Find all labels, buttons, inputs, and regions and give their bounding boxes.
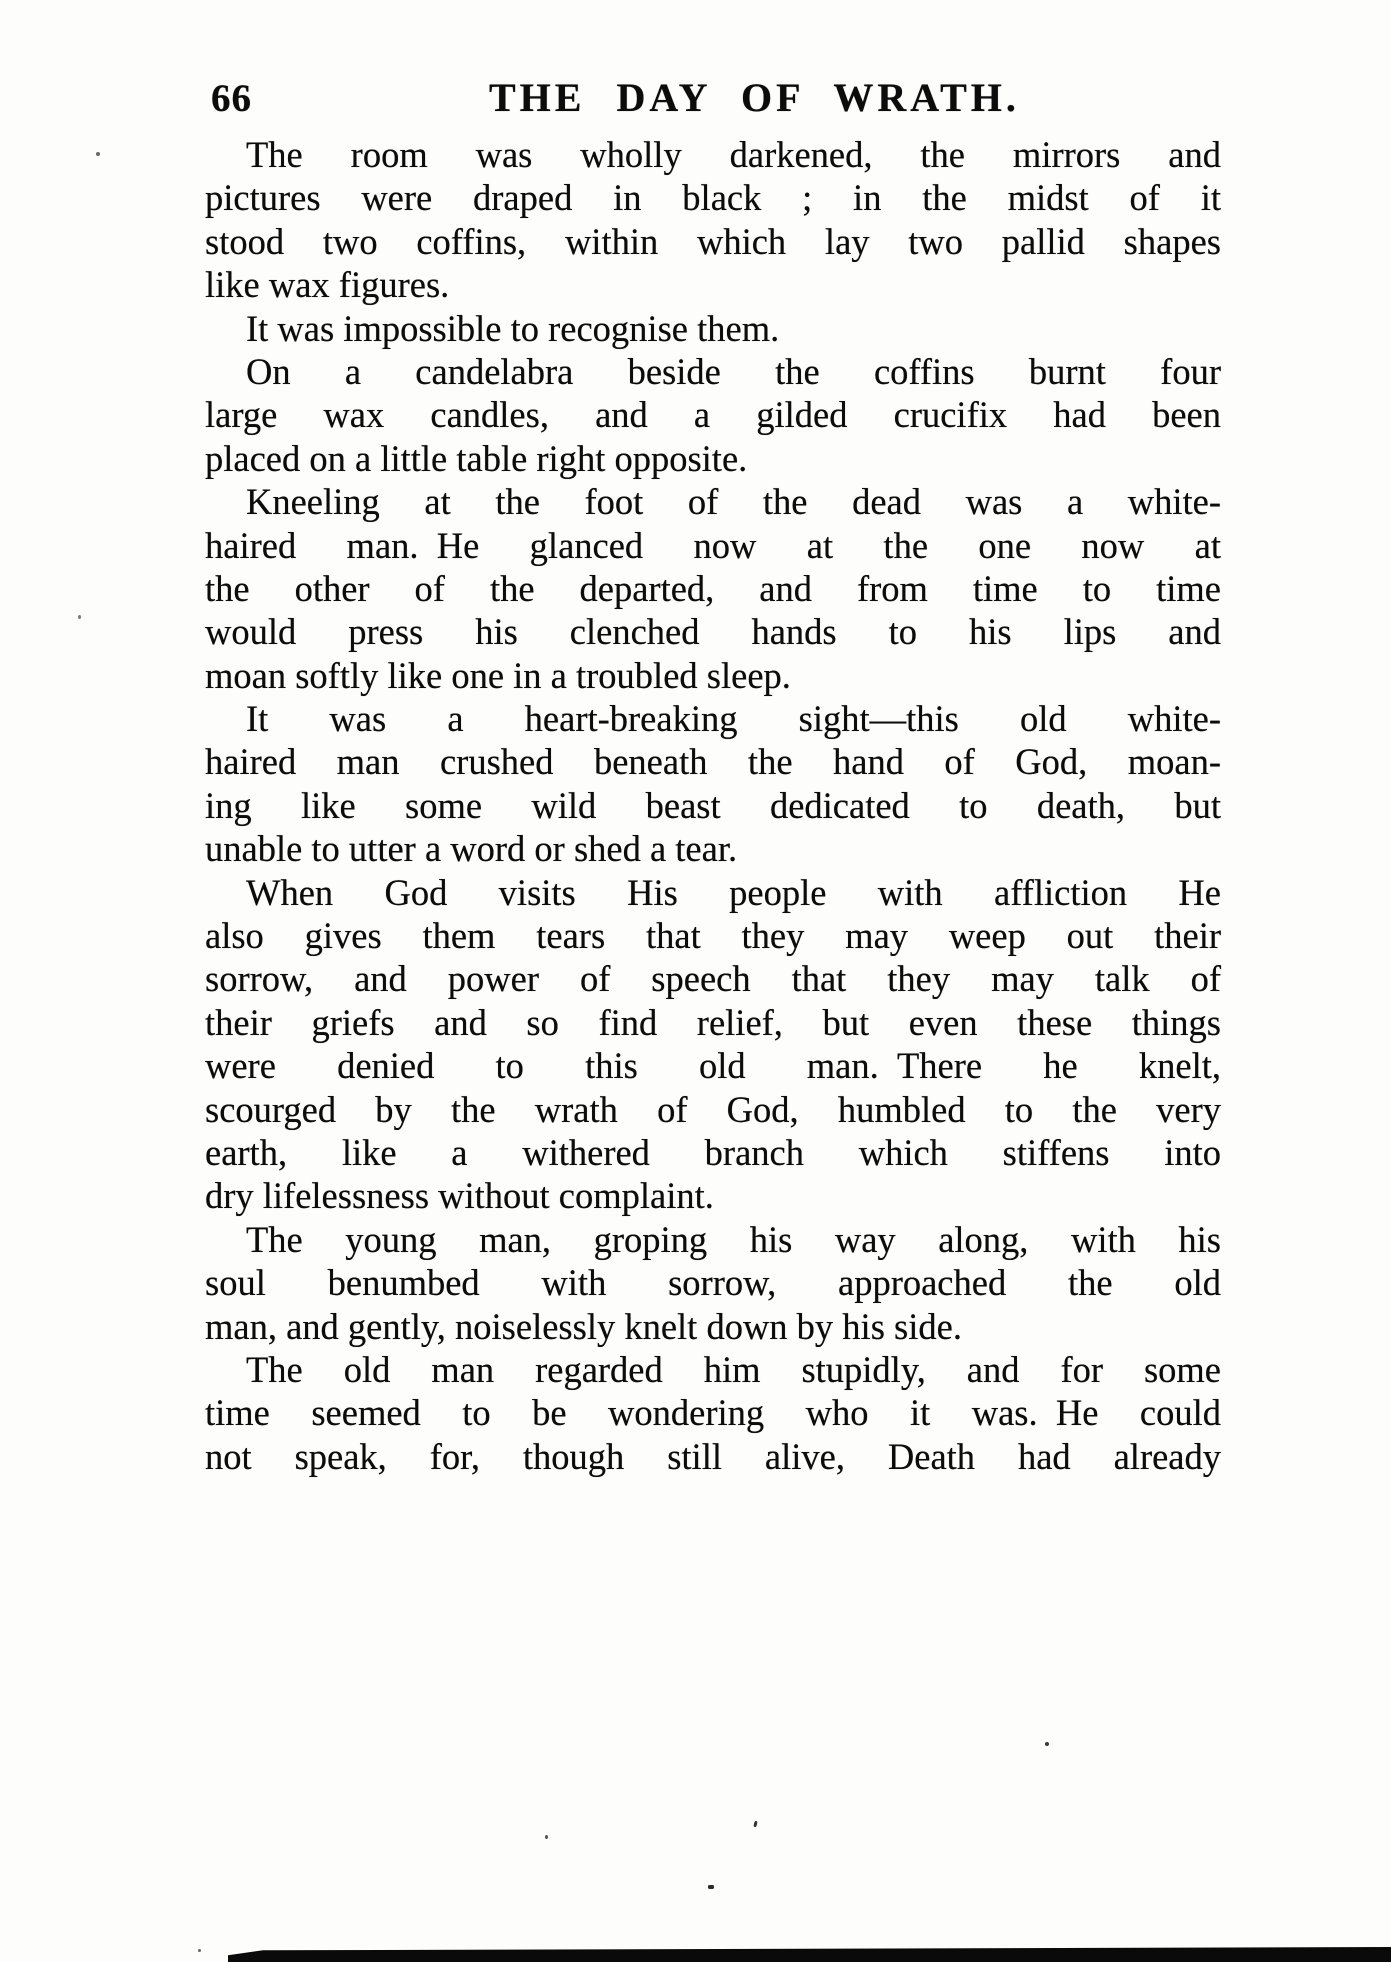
text-line: haired man. He glanced now at the one now at — [205, 524, 1221, 566]
text-line: dry lifelessness without complaint. — [205, 1175, 714, 1217]
text-line: their griefs and so find relief, but even these things — [205, 1001, 1221, 1043]
ink-speck — [545, 1835, 548, 1839]
text-line: the other of the departed, and from time to time — [205, 567, 1221, 609]
text-line: time seemed to be wondering who it was. He could — [205, 1392, 1221, 1434]
text-line: haired man crushed beneath the hand of God, moan- — [205, 741, 1221, 783]
text-line: man, and gently, noiselessly knelt down by his side. — [205, 1305, 962, 1347]
text-line: pictures were draped in black ; in the midst of it — [205, 177, 1221, 219]
text-line: On a candelabra beside the coffins burnt four — [246, 350, 1221, 392]
running-title: THE DAY OF WRATH. — [489, 75, 1020, 120]
scan-artifact-band — [228, 1947, 1391, 1962]
text-line: soul benumbed with sorrow, approached the old — [205, 1262, 1221, 1304]
text-line: Kneeling at the foot of the dead was a white- — [246, 481, 1221, 523]
ink-speck — [96, 152, 100, 156]
text-line: also gives them tears that they may weep out their — [205, 915, 1221, 957]
text-line: large wax candles, and a gilded crucifix had been — [205, 394, 1221, 436]
text-line: scourged by the wrath of God, humbled to the very — [205, 1088, 1221, 1130]
text-line: sorrow, and power of speech that they may talk of — [205, 958, 1221, 1000]
text-line: stood two coffins, within which lay two pallid shapes — [205, 220, 1221, 262]
text-line: When God visits His people with affliction He — [246, 871, 1221, 913]
text-line: like wax figures. — [205, 264, 450, 306]
page-number: 66 — [211, 77, 252, 120]
text-line: It was a heart-breaking sight—this old white- — [246, 698, 1221, 740]
ink-speck — [753, 1821, 757, 1828]
text-line: unable to utter a word or shed a tear. — [205, 828, 738, 870]
text-line: ing like some wild beast dedicated to death, but — [205, 784, 1221, 826]
ink-speck — [708, 1885, 714, 1889]
ink-speck — [78, 615, 81, 619]
text-line: would press his clenched hands to his lips and — [205, 611, 1221, 653]
text-block — [205, 133, 1221, 1478]
ink-speck — [1045, 1742, 1049, 1746]
text-line: The old man regarded him stupidly, and for some — [246, 1348, 1221, 1390]
text-line: earth, like a withered branch which stiffens into — [205, 1131, 1221, 1173]
text-line: moan softly like one in a troubled sleep. — [205, 654, 791, 696]
text-line: The young man, groping his way along, with his — [246, 1218, 1221, 1260]
ink-speck — [198, 1949, 201, 1952]
text-line: not speak, for, though still alive, Death had already — [205, 1435, 1221, 1477]
text-line: The room was wholly darkened, the mirrors and — [246, 134, 1221, 175]
text-line: It was impossible to recognise them. — [246, 307, 780, 349]
text-line: were denied to this old man. There he knelt, — [205, 1045, 1221, 1087]
text-line: placed on a little table right opposite. — [205, 437, 748, 479]
